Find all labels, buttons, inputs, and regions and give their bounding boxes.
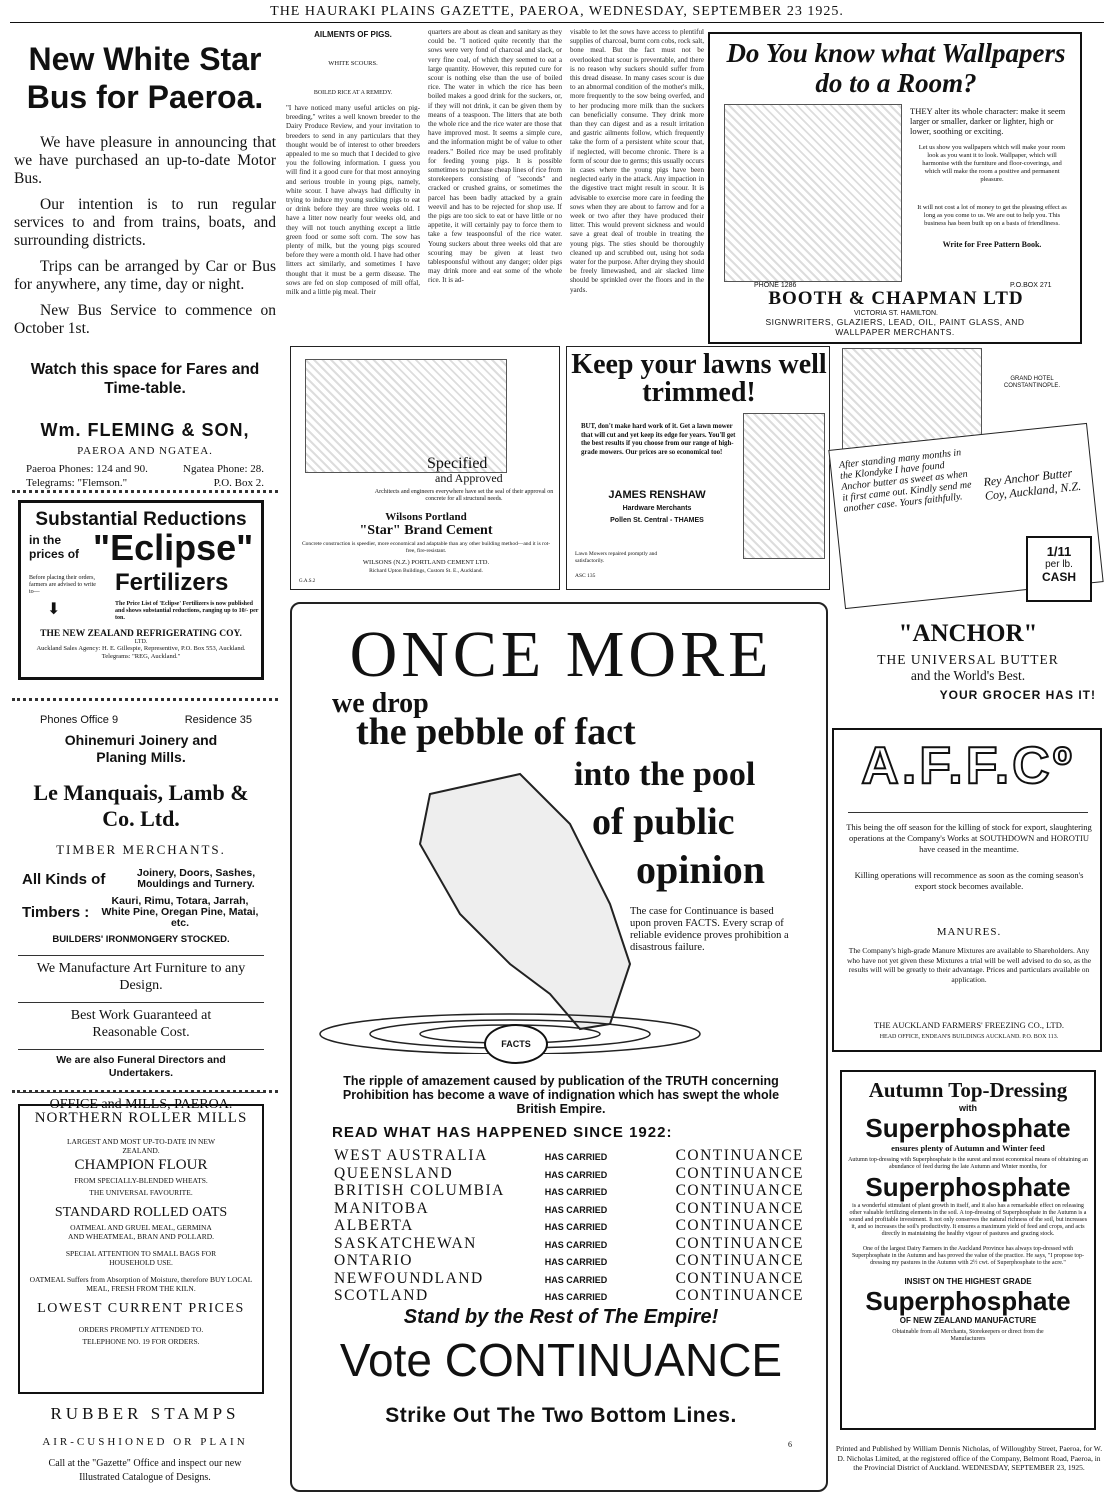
fact-table	[334, 1148, 804, 1306]
fact-row-result: CONTINUANCE	[675, 1182, 804, 1199]
fact-row	[334, 1271, 804, 1289]
arrow-down-icon: ⬇	[47, 601, 61, 618]
bus-ngatea-phone: Ngatea Phone: 28.	[183, 463, 264, 475]
super-title: Autumn Top-Dressing	[868, 1078, 1068, 1102]
fact-row-result: CONTINUANCE	[675, 1164, 804, 1182]
fact-row-place: QUEENSLAND	[334, 1164, 454, 1182]
fact-row	[334, 1166, 804, 1184]
lawns-code: ASC 135	[575, 573, 596, 579]
fact-row	[334, 1288, 804, 1306]
fact-strike: Strike Out The Two Bottom Lines.	[385, 1404, 737, 1427]
anchor-letter: After standing many months in the Klondyke I have found Anchor butter as sweet as when it first came out. Kindly send me another case. Yours faithfully.	[838, 447, 973, 515]
afff-p1: This being the off season for the killing of stock for export, slaughtering operations at the Company's Works at SOUTHDOWN and HOROTIU have ceased in the meantime.	[846, 822, 1092, 854]
hand-shape	[420, 774, 630, 1029]
bus-box: P.O. Box 2.	[213, 477, 264, 489]
joinery-kinds-label: All Kinds of	[22, 870, 106, 888]
bus-p2: Our intention is to run regular services to and from trains, boats, and surrounding districts.	[14, 196, 276, 249]
pigs-col2: quarters are about as clean and sanitary as they could be. "I noticed quite recently that the sows were very fond of charcoal and slack, or very fine coal, of which they seemed to eat a large quantity. However, this reputed cure for scour is nothing else than the use of boiled rice. The water in which the rice has been boiled makes a good drink for the suckers, or, if they will not drink, it can be given them by means of a teaspoon. The litters that ate both the whole rice and the rice water are those that have improved most. It seems a simple cure, and the information might be of value to other readers." Boiled rice may be used profitably for feeding young pigs. It is possible sometimes to purchase cheap lines of rice from storekeepers consisting of "seconds" and cracked or crushed grains, or sometimes the parcel has been badly attacked by a grain weevil and has to be rejected for shop use. If the pigs are too sick to eat or have little or no appetite, it will certainly pay to force them to take a few teaspoonsful of the rice water. Young suckers about three weeks old that are scouring may be given at least two tablespoonsful without any danger; older pigs may drink more and eat some of the whole rice. It is ad-	[428, 28, 562, 285]
cement-body: Architects and engineers everywhere have set the seal of their approval on concrete for all structural needs.	[374, 489, 554, 502]
fact-once-more: ONCE MORE	[349, 618, 773, 691]
bus-watch: Watch this space for Fares and Time-table.	[30, 361, 260, 397]
stamps-sub: AIR-CUSHIONED OR PLAIN	[42, 1436, 248, 1448]
wallpaper-ad	[708, 32, 1082, 344]
fact-since: READ WHAT HAS HAPPENED SINCE 1922:	[332, 1124, 673, 1141]
anchor-price1: 1/11	[1046, 544, 1072, 559]
wallpaper-firm: BOOTH & CHAPMAN LTD	[768, 288, 1024, 309]
divider	[12, 490, 278, 493]
fact-pebble: the pebble of fact	[356, 711, 636, 753]
cement-ad	[290, 346, 560, 590]
fact-row-has: HAS CARRIED	[544, 1187, 608, 1197]
fact-row-result: CONTINUANCE	[675, 1217, 804, 1234]
curtain-illustration	[724, 104, 902, 282]
fact-ad	[290, 602, 828, 1492]
afff-p2: Killing operations will recommence as soon as the coming season's export stock becomes available.	[854, 870, 1084, 891]
eclipse-ltd: LTD.	[134, 639, 148, 645]
fact-row-has: HAS CARRIED	[544, 1239, 608, 1250]
fact-row	[334, 1253, 804, 1271]
roller-flour: CHAMPION FLOUR	[74, 1157, 208, 1173]
anchor-sub2: and the World's Best.	[910, 668, 1026, 683]
pigs-sub2: BOILED RICE AT A REMEDY.	[313, 90, 393, 96]
wallpaper-p3: It will not cost a lot of money to get the pleasing effect as long as you come to us. We are out to help you. This business has been built up on a basis of friendliness.	[917, 204, 1067, 227]
wallpaper-p2: Let us show you wallpapers which will make your room look as you want it to look. Wallpaper, which will harmonise with the furniture and floor-coverings, and which will make the room a positive and permanent pleasure.	[918, 144, 1066, 183]
wallpaper-write: Write for Free Pattern Book.	[942, 240, 1042, 249]
wallpaper-trades: SIGNWRITERS, GLAZIERS, LEAD, OIL, PAINT GLASS, AND WALLPAPER MERCHANTS.	[765, 317, 1025, 337]
eclipse-note-right: The Price List of 'Eclipse' Fertilizers is now published and shows substantial reductions, ranging up to 10/- per ton.	[115, 601, 259, 621]
lawns-headline: Keep your lawns well trimmed!	[571, 349, 827, 408]
roller-l3: THE UNIVERSAL FAVOURITE.	[89, 1188, 193, 1197]
afff-office: HEAD OFFICE, ENDEAN'S BUILDINGS AUCKLAND. P.O. BOX 113.	[879, 1034, 1059, 1040]
roller-l2: FROM SPECIALLY-BLENDED WHEATS.	[74, 1176, 208, 1185]
fact-code: 6	[788, 1440, 792, 1449]
fact-ripple: The ripple of amazement caused by publication of the TRUTH concerning Prohibition has become a wave of indignation which has swept the whole British Empire.	[342, 1074, 780, 1116]
anchor-ad	[836, 346, 1100, 716]
cement-brand1: Wilsons Portland	[385, 511, 467, 523]
fact-row	[334, 1201, 804, 1219]
super-with: with	[959, 1103, 977, 1113]
super-brand-2: Superphosphate	[865, 1172, 1071, 1202]
cement-co: WILSONS (N.Z.) PORTLAND CEMENT LTD.	[362, 559, 490, 566]
eclipse-telegrams: Telegrams: "REG, Auckland."	[101, 653, 181, 660]
fact-row	[334, 1218, 804, 1236]
joinery-mills: Ohinemuri Joinery and Planing Mills.	[64, 732, 218, 765]
stamps-l1: Call at the "Gazette" Office and inspect our new	[48, 1458, 242, 1469]
lawns-repair: Lawn Mowers repaired promptly and satisfactorily.	[575, 551, 658, 564]
super-p3: One of the largest Dairy Farmers in the Auckland Province has always top-dressed with Superphosphate in the Autumn and has proved the value of the practice. He says, "I propose top-dressing my pastures in the Autumn with 2½ cwt. of Superphosphate to the acre."	[851, 1246, 1085, 1266]
eclipse-brand: "Eclipse"	[93, 527, 254, 568]
roller-l6: OATMEAL Suffers from Absorption of Moisture, therefore BUY LOCAL MEAL, FRESH FROM THE KILN.	[29, 1275, 253, 1293]
roller-l1: LARGEST AND MOST UP-TO-DATE IN NEW ZEALAND.	[66, 1137, 216, 1155]
fact-row	[334, 1183, 804, 1201]
fact-side: The case for Continuance is based upon proven FACTS. Every scrap of reliable evidence proves prohibition a disastrous failure.	[630, 906, 789, 953]
eclipse-product: Fertilizers	[115, 569, 229, 596]
divider	[12, 1090, 278, 1093]
fact-row-place: NEWFOUNDLAND	[334, 1269, 484, 1287]
imprint: Printed and Published by William Dennis Nicholas, of Willoughby Street, Paeroa, for W. D. Nicholas Limited, at the registered office of the Company, Belmont Road, Paeroa, in the Provincial District of Auckland. WEDNESDAY, SEPTEMBER 23, 1925.	[835, 1444, 1103, 1472]
fact-row-result: CONTINUANCE	[675, 1287, 804, 1304]
fact-row-has: HAS CARRIED	[544, 1204, 608, 1215]
anchor-addressee: Rey Anchor Butter Coy, Auckland, N.Z.	[982, 465, 1082, 503]
afff-co: THE AUCKLAND FARMERS' FREEZING CO., LTD.	[874, 1020, 1064, 1030]
roller-prices: LOWEST CURRENT PRICES	[37, 1301, 245, 1316]
bus-firm: Wm. FLEMING & SON,	[40, 420, 250, 440]
eclipse-l1: Substantial Reductions	[35, 509, 247, 530]
fact-row-has: HAS CARRIED	[544, 1274, 608, 1285]
joinery-timbers-label: Timbers :	[22, 904, 90, 921]
super-l1: ensures plenty of Autumn and Winter feed	[891, 1143, 1045, 1153]
eclipse-agency: Auckland Sales Agency: H. E. Gillespie, Representive, P.O. Box 553, Auckland.	[36, 645, 246, 652]
bus-p1: We have pleasure in announcing that we have purchased an up-to-date Motor Bus.	[14, 134, 276, 187]
bus-p4: New Bus Service to commence on October 1st.	[14, 302, 276, 337]
pigs-col3: visable to let the sows have access to plentiful supplies of charcoal, burnt corn cobs, rock salt, bone meal. But the fact must not be overlooked that scour is preventable, and there is no reason why suckers should suffer from this dread disease. In many cases scour is due to an abnormal condition of the mother's milk, more frequently to the sow being overfed, and to her producing more milk than the suckers can beneficially consume. They drink more than they can digest and as a result irritation and gastric ailments follow, which frequently take the form of a persistent white scour that, if neglected, will become chronic. There is a form of scour due to germs; this usually occurs in cases where the young pigs have been neglected early in the attack. Any impaction in the digestive tract might result in scour. It is advisable to exercise more care in feeding the sows when they are about to farrow and for a week or two after they have produced their litter. This would prevent sickness and would save a great deal of trouble in treating the young pigs. The sties should be thoroughly cleaned up and scrubbed out, using hot soda water for the purpose. After drying they should be freely limewashed, and air slacked lime should be sprinkled over the floors and in the yards.	[570, 28, 704, 294]
lawns-addr: Pollen St. Central - THAMES	[610, 517, 704, 524]
stamps-title: RUBBER STAMPS	[50, 1404, 240, 1423]
joinery-timbers: Kauri, Rimu, Totara, Jarrah, White Pine, Oregan Pine, Matai, etc.	[101, 895, 259, 929]
super-p1: Autumn top-dressing with Superphosphate is the surest and most economical means of obtaining an abundance of feed during the late Autumn and Winter months, for	[848, 1157, 1088, 1170]
anchor-grocer: YOUR GROCER HAS IT!	[939, 688, 1096, 702]
bus-phones: Paeroa Phones: 124 and 90.	[26, 463, 148, 475]
pigs-col1: "I have noticed many useful articles on pig-breeding," writes a well known breeder to the Dairy Produce Review, and your invitation to breeders to send in any particulars that they thought would be of interest to other breeders appealed to me so much that I decided to give you the following information. I guess you will find it a good cure for that most annoying and serious trouble in young pigs, namely, white scour. I have always had difficulty in trying to induce my young sucking pigs to eat or drink before they are three weeks old. I have a litter now nearly four weeks old, and they will not touch anything except a little green food or some soft corn. The sow has plenty of milk, but the young pigs scoured before they were a month old. I have had other litters act similarly, and sometimes I have thought that it must be a germ disease. The sows are fed on slop composed of mill offal, milk and a little pig meal. Their	[286, 104, 420, 297]
lawns-trade: Hardware Merchants	[622, 505, 692, 512]
hand-illustration	[310, 764, 810, 1054]
fact-of-public: of public	[592, 801, 735, 843]
wallpaper-p1: THEY alter its whole character: make it seem larger or smaller, darker or lighter, high or lower, soothing or exciting.	[910, 106, 1066, 136]
fact-row-has: HAS CARRIED	[544, 1222, 608, 1232]
bus-p3: Trips can be arranged by Car or Bus for anywhere, any time, day or night.	[14, 258, 276, 293]
fact-row-result: CONTINUANCE	[675, 1234, 804, 1252]
stamps-ad	[14, 1402, 276, 1483]
lawns-firm: JAMES RENSHAW	[608, 489, 706, 501]
super-obtain: Obtainable from all Merchants, Storekeepers or direct from the Manufacturers	[892, 1329, 1044, 1342]
afff-logo: A.F.F.Cº	[861, 737, 1075, 795]
anchor-hotel: GRAND HOTEL CONSTANTINOPLE.	[1003, 376, 1061, 389]
joinery-kinds: Joinery, Doors, Sashes, Mouldings and Turnery.	[136, 867, 256, 890]
roller-ad	[18, 1104, 264, 1394]
lawns-ad	[566, 346, 830, 590]
joinery-builders: BUILDERS' IRONMONGERY STOCKED.	[52, 934, 230, 945]
roller-l7: ORDERS PROMPTLY ATTENDED TO.	[78, 1325, 204, 1334]
bus-ad	[14, 30, 276, 489]
joinery-phones: Phones Office 9	[40, 714, 119, 726]
fact-vote: Vote CONTINUANCE	[339, 1334, 783, 1386]
fact-opinion: opinion	[636, 847, 765, 892]
fact-row	[334, 1148, 804, 1166]
wallpaper-phone: PHONE 1286	[754, 282, 797, 289]
afff-manures: MANURES.	[936, 926, 1002, 938]
joinery-firm: Le Manquais, Lamb & Co. Ltd.	[33, 780, 249, 831]
fact-row-place: ALBERTA	[334, 1217, 414, 1234]
fact-stand: Stand by the Rest of The Empire!	[403, 1306, 719, 1328]
anchor-sub1: THE UNIVERSAL BUTTER	[877, 652, 1059, 667]
roller-oats: STANDARD ROLLED OATS	[54, 1205, 228, 1220]
anchor-title: "ANCHOR"	[898, 620, 1038, 647]
fact-row-result: CONTINUANCE	[675, 1199, 804, 1217]
price-box	[1026, 536, 1092, 602]
roller-l5: SPECIAL ATTENTION TO SMALL BAGS FOR HOUSEHOLD USE.	[65, 1249, 217, 1267]
joinery-best: Best Work Guaranteed at Reasonable Cost.	[18, 1002, 264, 1041]
fact-row-place: BRITISH COLUMBIA	[334, 1182, 505, 1199]
afff-rule	[848, 812, 1088, 813]
cement-title2: and Approved	[435, 471, 503, 485]
lawns-body: BUT, don't make hard work of it. Get a lawn mower that will cut and yet keep its edge for years. You'll get the best results if you choose from our range of high-grade mowers. Our prices are so economical too!	[581, 423, 736, 456]
fact-row-place: WEST AUSTRALIA	[334, 1147, 488, 1164]
cement-title1: Specified	[427, 455, 488, 472]
roller-l4: OATMEAL AND GRUEL MEAL, GERMINA AND WHEATMEAL, BRAN AND POLLARD.	[67, 1223, 215, 1241]
eclipse-company: THE NEW ZEALAND REFRIGERATING COY.	[40, 629, 242, 639]
joinery-furniture: We Manufacture Art Furniture to any Design.	[18, 955, 264, 994]
cement-brand2: "Star" Brand Cement	[359, 523, 493, 538]
roller-title: NORTHERN ROLLER MILLS	[34, 1110, 248, 1126]
afff-ad	[832, 728, 1102, 1052]
eclipse-ad	[18, 500, 264, 680]
fact-row-has: HAS CARRIED	[544, 1292, 608, 1302]
cement-addr: Richard Upton Buildings, Custom St. E., Auckland.	[369, 568, 483, 574]
masthead-rule	[10, 22, 1104, 23]
fact-row-has: HAS CARRIED	[544, 1152, 608, 1162]
joinery-ad	[18, 706, 264, 1112]
mower-illustration	[743, 413, 825, 559]
fact-row-result: CONTINUANCE	[675, 1147, 804, 1164]
joinery-residence: Residence 35	[184, 714, 252, 726]
fact-row-has: HAS CARRIED	[544, 1169, 608, 1180]
fact-row-result: CONTINUANCE	[675, 1252, 804, 1269]
afff-p3: The Company's high-grade Manure Mixtures are available to Shareholders. Any who have not yet given these Mixtures a trial will be well advised to do so, as the results will will be greatly to their advantage. Prices and particulars available on application.	[846, 946, 1092, 984]
cement-code: G.A.S.2	[299, 579, 316, 584]
wallpaper-pobox: P.O.BOX 271	[1010, 282, 1052, 289]
fact-row-result: CONTINUANCE	[675, 1269, 804, 1287]
fact-we-drop: we drop	[332, 688, 429, 719]
joinery-funeral: We are also Funeral Directors and Undertakers.	[18, 1049, 264, 1080]
pigs-title: AILMENTS OF PIGS.	[314, 30, 392, 39]
super-p2: is a wonderful stimulant of plant growth in itself, and it also has a remarkable effect on releasing other valuable fertilizing elements in the soil. A top-dressing of Superphosphate in the Autumn is a sound and profitable investment. It not only conserves the natural richness of the soil, but increases it, and so increases the soil's productivity. It ensures a maximum yield of feed and crops, and acts directly in maintaining the healthy vigour of pastures and grazing stock.	[848, 1203, 1088, 1237]
fact-row-place: ONTARIO	[334, 1252, 414, 1269]
fact-row-place: SCOTLAND	[334, 1287, 429, 1304]
masthead: THE HAURAKI PLAINS GAZETTE, PAEROA, WEDNESDAY, SEPTEMBER 23 1925.	[270, 4, 844, 19]
fact-row-has: HAS CARRIED	[544, 1257, 608, 1267]
super-ad	[840, 1070, 1096, 1430]
super-brand-1: Superphosphate	[865, 1113, 1071, 1143]
eclipse-in-the: in the	[29, 533, 61, 547]
roller-l8: TELEPHONE NO. 19 FOR ORDERS.	[82, 1337, 200, 1346]
stamps-l2: Illustrated Catalogue of Designs.	[79, 1472, 211, 1483]
fact-row	[334, 1236, 804, 1254]
divider	[12, 698, 278, 701]
wallpaper-headline: Do You know what Wallpapers do to a Room?	[726, 38, 1066, 98]
anchor-price3: CASH	[1041, 570, 1076, 584]
pigs-article	[286, 26, 704, 342]
eclipse-prices-of: prices of	[29, 547, 80, 561]
joinery-office: OFFICE and MILLS, PAEROA.	[18, 1092, 264, 1113]
bus-title: New White Star Bus for Paeroa.	[26, 41, 264, 115]
joinery-timber: TIMBER MERCHANTS.	[56, 842, 226, 857]
fact-row-place: SASKATCHEWAN	[334, 1234, 477, 1252]
bus-telegrams: Telegrams: "Flemson."	[26, 477, 128, 489]
pigs-sub: WHITE SCOURS.	[328, 60, 378, 67]
fact-pebble-stone: FACTS	[484, 1024, 548, 1064]
bus-place: PAEROA AND NGATEA.	[77, 445, 213, 457]
super-brand-3: Superphosphate	[865, 1286, 1071, 1316]
cement-body2: Concrete construction is speedier, more economical and adaptable than any other building method—and it is rot-free, fire-resistant.	[301, 541, 551, 554]
super-manu: OF NEW ZEALAND MANUFACTURE	[899, 1316, 1037, 1325]
wallpaper-address: VICTORIA ST. HAMILTON.	[853, 310, 939, 317]
eclipse-note-left: Before placing their orders, farmers are advised to write to—	[29, 575, 96, 595]
anchor-price2: per lb.	[1045, 559, 1073, 570]
fact-into-pool: into the pool	[574, 756, 756, 793]
super-insist: INSIST ON THE HIGHEST GRADE	[904, 1277, 1032, 1286]
fact-row-place: MANITOBA	[334, 1199, 430, 1217]
